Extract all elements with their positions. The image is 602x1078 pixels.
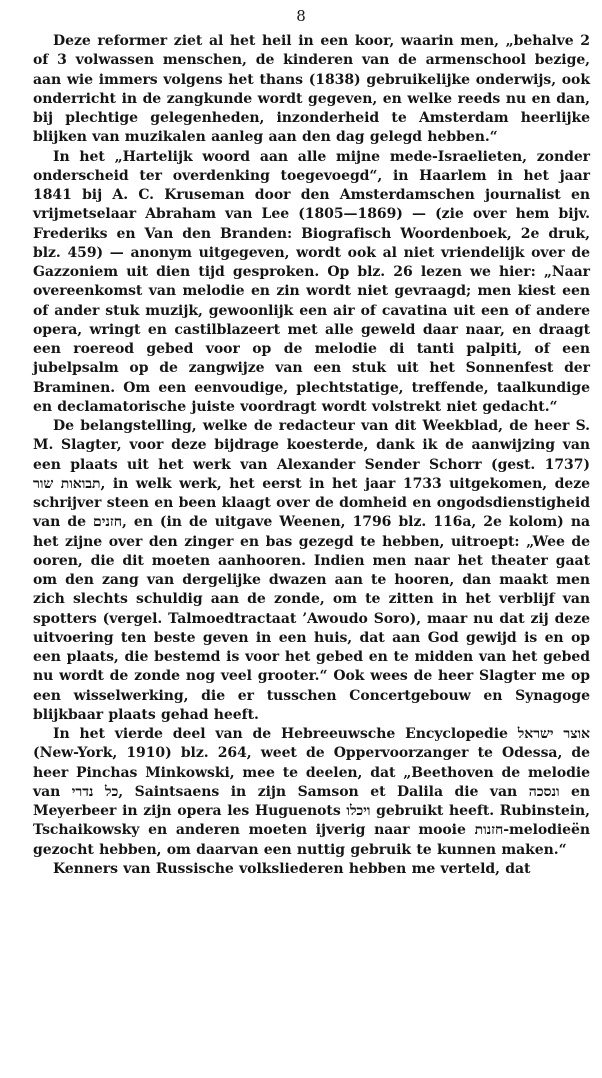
paragraph-2: In het „Hartelijk woord aan alle mijne mede-Israelieten, zonder onderscheid ter overdenking toegevoegd“, in Haarlem in het jaar 1841 bij A. C. Kruseman door den Amsterdamschen journalist en vrijmetselaar Abraham van Lee (1805—1869) — (zie over hem bijv. Frederiks en Van den Branden: Biografisch Woordenboek, 2e druk, blz. 459) — anonym uitgegeven, wordt ook al niet vriendelijk over de Gazzoniem uit dien tijd gesproken. Op blz. 26 lezen we hier: „Naar overeenkomst van melodie en zin wordt niet gevraagd; men kiest een of ander stuk muzijk, gewoonlijk een air of cavatina uit een of andere opera, wringt en castilblazeert met alle geweld daar naar, en draagt een roereod gebed voor op de melodie di tanti palpiti, of een jubelpsalm op de zangwijze van een stuk uit het Sonnenfest der Braminen. Om een eenvoudige, plechtstatige, treffende, taalkundige en declamatorische juiste voordragt wordt volstrekt niet gedacht.“ <box>33 148 590 415</box>
paragraph-4: In het vierde deel van de Hebreeuwsche Encyclopedie אוצר ישראל (New-York, 1910) blz. 264, weet de Oppervoorzanger te Odessa, de heer Pinchas Minkowski, mee te deelen, dat „Beethoven de melodie van כל נדרי, Saintsaens in zijn Samson et Dalila die van ונסכה en Meyerbeer in zijn opera les Huguenots ויכלו gebruikt heeft. Rubinstein, Tschaikowsky en anderen moeten ijverig naar mooie חזנות-melodieën gezocht hebben, om daarvan een nuttig gebruik te kunnen maken.“ <box>33 726 591 858</box>
paragraph-5: Kenners van Russische volksliederen hebben me verteld, dat <box>53 860 531 877</box>
page-number: 8 <box>296 7 306 25</box>
paragraph-3: De belangstelling, welke de redacteur van dit Weekblad, de heer S. M. Slagter, voor deze bijdrage koesterde, dank ik de aanwijzing van een plaats uit het werk van Alexander Sender Schorr (gest. 1737) תבואות שור, in welk werk, het eerst in het jaar 1733 uitgekomen, deze schrijver steen en been klaagt over de domheid en ongodsdienstigheid van de חזנים, en (in de uitgave Weenen, 1796 blz. 116a, 2e kolom) na het zijne over den zinger en bas gezegd te hebben, uitroept: „Wee de ooren, die dit moeten aanhooren. Indien men naar het theater gaat om den zang van dergelijke dwazen aan te hooren, dan maakt men zich slechts schuldig aan de zonde, om te zitten in het verblijf van spotters (vergel. Talmoedtractaat ’Awoudo Soro), maar nu dat zij deze uitvoering ten beste geven in een huis, dat aan God gewijd is en op een plaats, die bestemd is voor het gebed en te midden van het gebed nu wordt de zonde nog veel grooter.“ Ook wees de heer Slagter me op een wisselwerking, die er tusschen Concertgebouw en Synagoge blijkbaar plaats gehad heeft. <box>33 418 591 723</box>
paragraph-1: Deze reformer ziet al het heil in een koor, waarin men, „behalve 2 of 3 volwassen menschen, de kinderen van de armenschool bezige, aan wie immers volgens het thans (1838) gebruikelijke onderwijs, ook onderricht in de zangkunde wordt gegeven, en welke reeds nu en dan, bij plechtige gelegenheden, inzonderheid te Amsterdam heerlijke blijken van muzikalen aanleg aan den dag gelegd hebben.“ <box>33 33 590 146</box>
